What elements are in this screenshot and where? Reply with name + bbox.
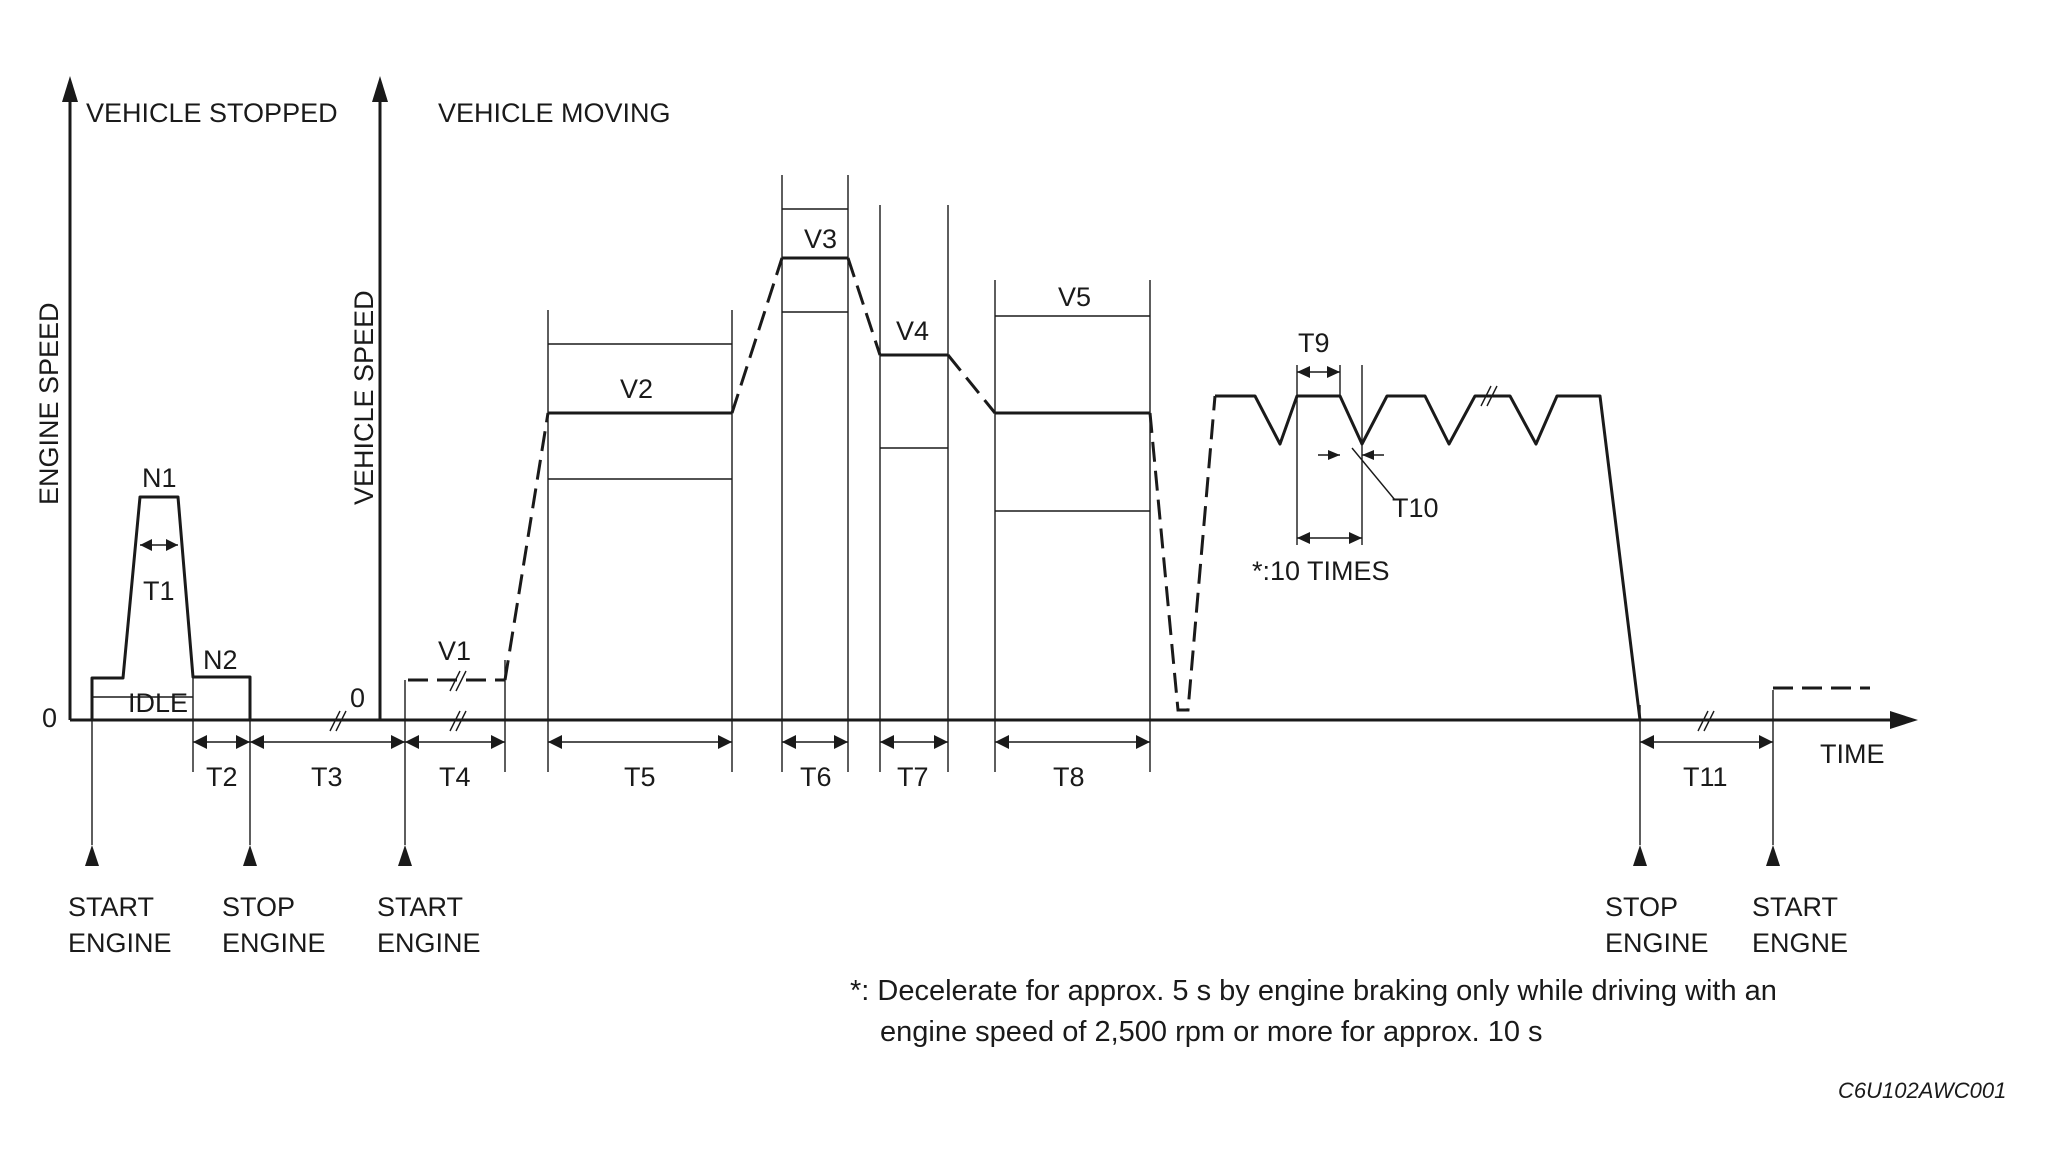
decel-dip (1150, 396, 1215, 710)
engine-speed-axis-label: ENGINE SPEED (34, 302, 64, 505)
idle-label: IDLE (128, 688, 189, 718)
v2-label: V2 (620, 374, 654, 404)
v3-label: V3 (804, 224, 838, 254)
event-start-engine-3-line2: ENGNE (1752, 928, 1849, 958)
event-start-engine-1-line1: START (68, 892, 155, 922)
event-arrows (85, 845, 1780, 866)
event-stop-engine-2-line1: STOP (1605, 892, 1679, 922)
footnote-line-2: engine speed of 2,500 rpm or more for approx. 10 s (880, 1016, 1543, 1048)
t11-label: T11 (1683, 762, 1728, 792)
accel-to-v3 (732, 258, 782, 413)
accel-to-v2 (505, 413, 548, 680)
event-start-engine-2-line1: START (377, 892, 464, 922)
v5-label: V5 (1058, 282, 1092, 312)
t3-label: T3 (311, 762, 343, 792)
break-marks (330, 386, 1714, 731)
idle-n1-trace (92, 497, 250, 720)
vehicle-speed-trace (408, 258, 1870, 720)
event-stop-engine-2-line2: ENGINE (1605, 928, 1709, 958)
event-stop-engine-1-line2: ENGINE (222, 928, 326, 958)
n1-label: N1 (142, 463, 177, 493)
event-stop-engine-1-line1: STOP (222, 892, 296, 922)
zero-mid-label: 0 (350, 683, 366, 713)
engine-speed-axis-arrow (62, 76, 78, 102)
zero-left-label: 0 (42, 703, 58, 733)
vehicle-moving-label: VEHICLE MOVING (438, 98, 671, 128)
decel-to-v4 (848, 258, 880, 355)
dimension-arrows (140, 365, 1773, 749)
time-axis-label: TIME (1820, 739, 1885, 769)
t1-label: T1 (143, 576, 175, 606)
figure-code: C6U102AWC001 (1838, 1078, 2007, 1103)
t9-label: T9 (1298, 328, 1330, 358)
t10-label: T10 (1392, 493, 1439, 523)
engine-speed-trace (92, 497, 250, 720)
reference-lines (92, 175, 1773, 845)
t5-label: T5 (624, 762, 656, 792)
n2-label: N2 (203, 645, 238, 675)
t2-label: T2 (206, 762, 238, 792)
v4-label: V4 (896, 316, 930, 346)
t6-label: T6 (800, 762, 832, 792)
event-start-engine-3-line1: START (1752, 892, 1839, 922)
decel-to-v5 (948, 355, 995, 413)
v1-label: V1 (438, 636, 472, 666)
vehicle-stopped-label: VEHICLE STOPPED (86, 98, 338, 128)
t4-label: T4 (439, 762, 471, 792)
time-axis-arrow (1890, 711, 1918, 729)
tolerance-bands (548, 209, 1150, 511)
event-start-engine-1-line2: ENGINE (68, 928, 172, 958)
ten-times-label: *:10 TIMES (1252, 556, 1390, 586)
vehicle-speed-axis-label: VEHICLE SPEED (349, 290, 379, 505)
footnote-line-1: *: Decelerate for approx. 5 s by engine braking only while driving with an (850, 975, 1777, 1007)
event-start-engine-2-line2: ENGINE (377, 928, 481, 958)
t7-label: T7 (897, 762, 929, 792)
axes (62, 76, 1918, 729)
t8-label: T8 (1053, 762, 1085, 792)
vehicle-speed-axis-arrow (372, 76, 388, 102)
